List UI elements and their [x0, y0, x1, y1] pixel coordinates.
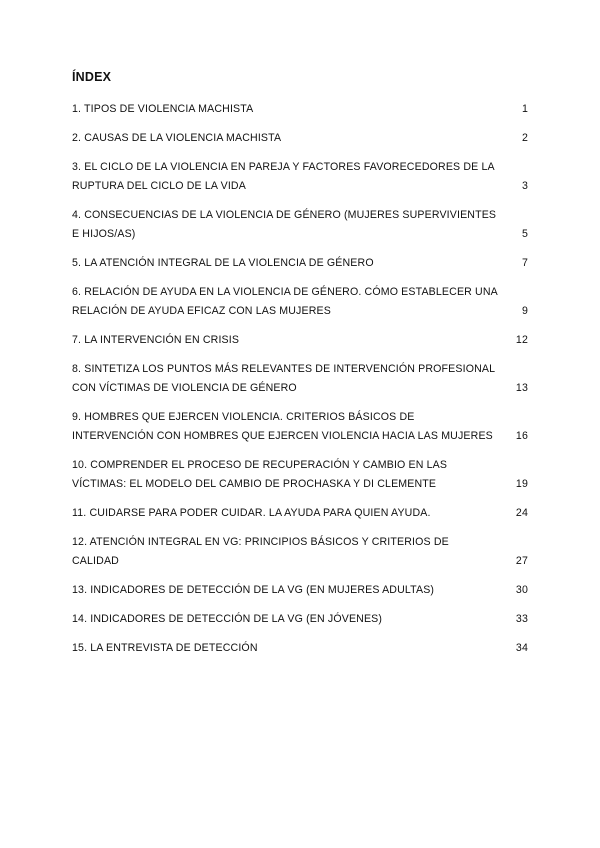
toc-entry-3[interactable] — [72, 158, 528, 196]
toc-entry-4[interactable] — [72, 206, 528, 244]
toc-entry-13[interactable] — [72, 581, 528, 600]
toc-entry-8[interactable] — [72, 360, 528, 398]
toc-entry-page-number: 27 — [515, 555, 528, 567]
toc-entry-2[interactable] — [72, 129, 528, 148]
toc-entry-text: 6. RELACIÓN DE AYUDA EN LA VIOLENCIA DE GÉNERO. CÓMO ESTABLECER UNA RELACIÓN DE AYUDA EFICAZ CON LAS MUJERES — [72, 286, 498, 317]
toc-entry-text: 7. LA INTERVENCIÓN EN CRISIS — [72, 334, 240, 346]
toc-entry-text: 8. SINTETIZA LOS PUNTOS MÁS RELEVANTES DE INTERVENCIÓN PROFESIONAL CON VÍCTIMAS DE VIOLENCIA DE GÉNERO — [72, 363, 495, 394]
toc-entry-page-number: 24 — [515, 507, 528, 519]
toc-entry-page-number: 33 — [515, 613, 528, 625]
toc-entry-page-number: 34 — [515, 642, 528, 654]
toc-entry-15[interactable] — [72, 639, 528, 658]
toc-entry-text: 4. CONSECUENCIAS DE LA VIOLENCIA DE GÉNERO (MUJERES SUPERVIVIENTES E HIJOS/AS) — [72, 209, 497, 240]
toc-entry-text: 12. ATENCIÓN INTEGRAL EN VG: PRINCIPIOS BÁSICOS Y CRITERIOS DE CALIDAD — [72, 536, 449, 567]
toc-entry-page-number: 7 — [521, 257, 528, 269]
toc-entry-5[interactable] — [72, 254, 528, 273]
toc-entry-6[interactable] — [72, 283, 528, 321]
toc-entry-page-number: 9 — [521, 305, 528, 317]
toc-entry-text: 9. HOMBRES QUE EJERCEN VIOLENCIA. CRITERIOS BÁSICOS DE INTERVENCIÓN CON HOMBRES QUE EJERCEN VIOLENCIA HACIA LAS MUJERES — [72, 411, 493, 442]
toc-entry-text: 3. EL CICLO DE LA VIOLENCIA EN PAREJA Y FACTORES FAVORECEDORES DE LA RUPTURA DEL CICLO DE LA VIDA — [72, 161, 495, 192]
toc-entry-1[interactable] — [72, 100, 528, 119]
toc-entry-page-number: 3 — [521, 180, 528, 192]
toc-entry-text: 1. TIPOS DE VIOLENCIA MACHISTA — [72, 103, 254, 115]
toc-entry-page-number: 30 — [515, 584, 528, 596]
toc-entry-14[interactable] — [72, 610, 528, 629]
toc-entry-10[interactable] — [72, 456, 528, 494]
index-title: ÍNDEX — [72, 70, 112, 84]
toc-entry-9[interactable] — [72, 408, 528, 446]
toc-entry-text: 11. CUIDARSE PARA PODER CUIDAR. LA AYUDA PARA QUIEN AYUDA. — [72, 507, 431, 519]
toc-entry-page-number: 12 — [515, 334, 528, 346]
toc-entry-page-number: 5 — [521, 228, 528, 240]
toc-entry-text: 5. LA ATENCIÓN INTEGRAL DE LA VIOLENCIA DE GÉNERO — [72, 257, 374, 269]
toc-entry-text: 2. CAUSAS DE LA VIOLENCIA MACHISTA — [72, 132, 282, 144]
toc-entry-text: 13. INDICADORES DE DETECCIÓN DE LA VG (EN MUJERES ADULTAS) — [72, 584, 435, 596]
toc-entry-page-number: 16 — [515, 430, 528, 442]
toc-entry-text: 14. INDICADORES DE DETECCIÓN DE LA VG (EN JÓVENES) — [72, 613, 383, 625]
toc-entry-text: 10. COMPRENDER EL PROCESO DE RECUPERACIÓN Y CAMBIO EN LAS VÍCTIMAS: EL MODELO DEL CAMBIO DE PROCHASKA Y DI CLEMENTE — [72, 459, 448, 490]
toc-entry-text: 15. LA ENTREVISTA DE DETECCIÓN — [72, 642, 258, 654]
toc-entry-7[interactable] — [72, 331, 528, 350]
toc-entry-page-number: 19 — [515, 478, 528, 490]
table-of-contents — [72, 100, 528, 668]
toc-entry-page-number: 1 — [521, 103, 528, 115]
toc-entry-11[interactable] — [72, 504, 528, 523]
toc-entry-page-number: 2 — [521, 132, 528, 144]
toc-entry-page-number: 13 — [515, 382, 528, 394]
toc-entry-12[interactable] — [72, 533, 528, 571]
